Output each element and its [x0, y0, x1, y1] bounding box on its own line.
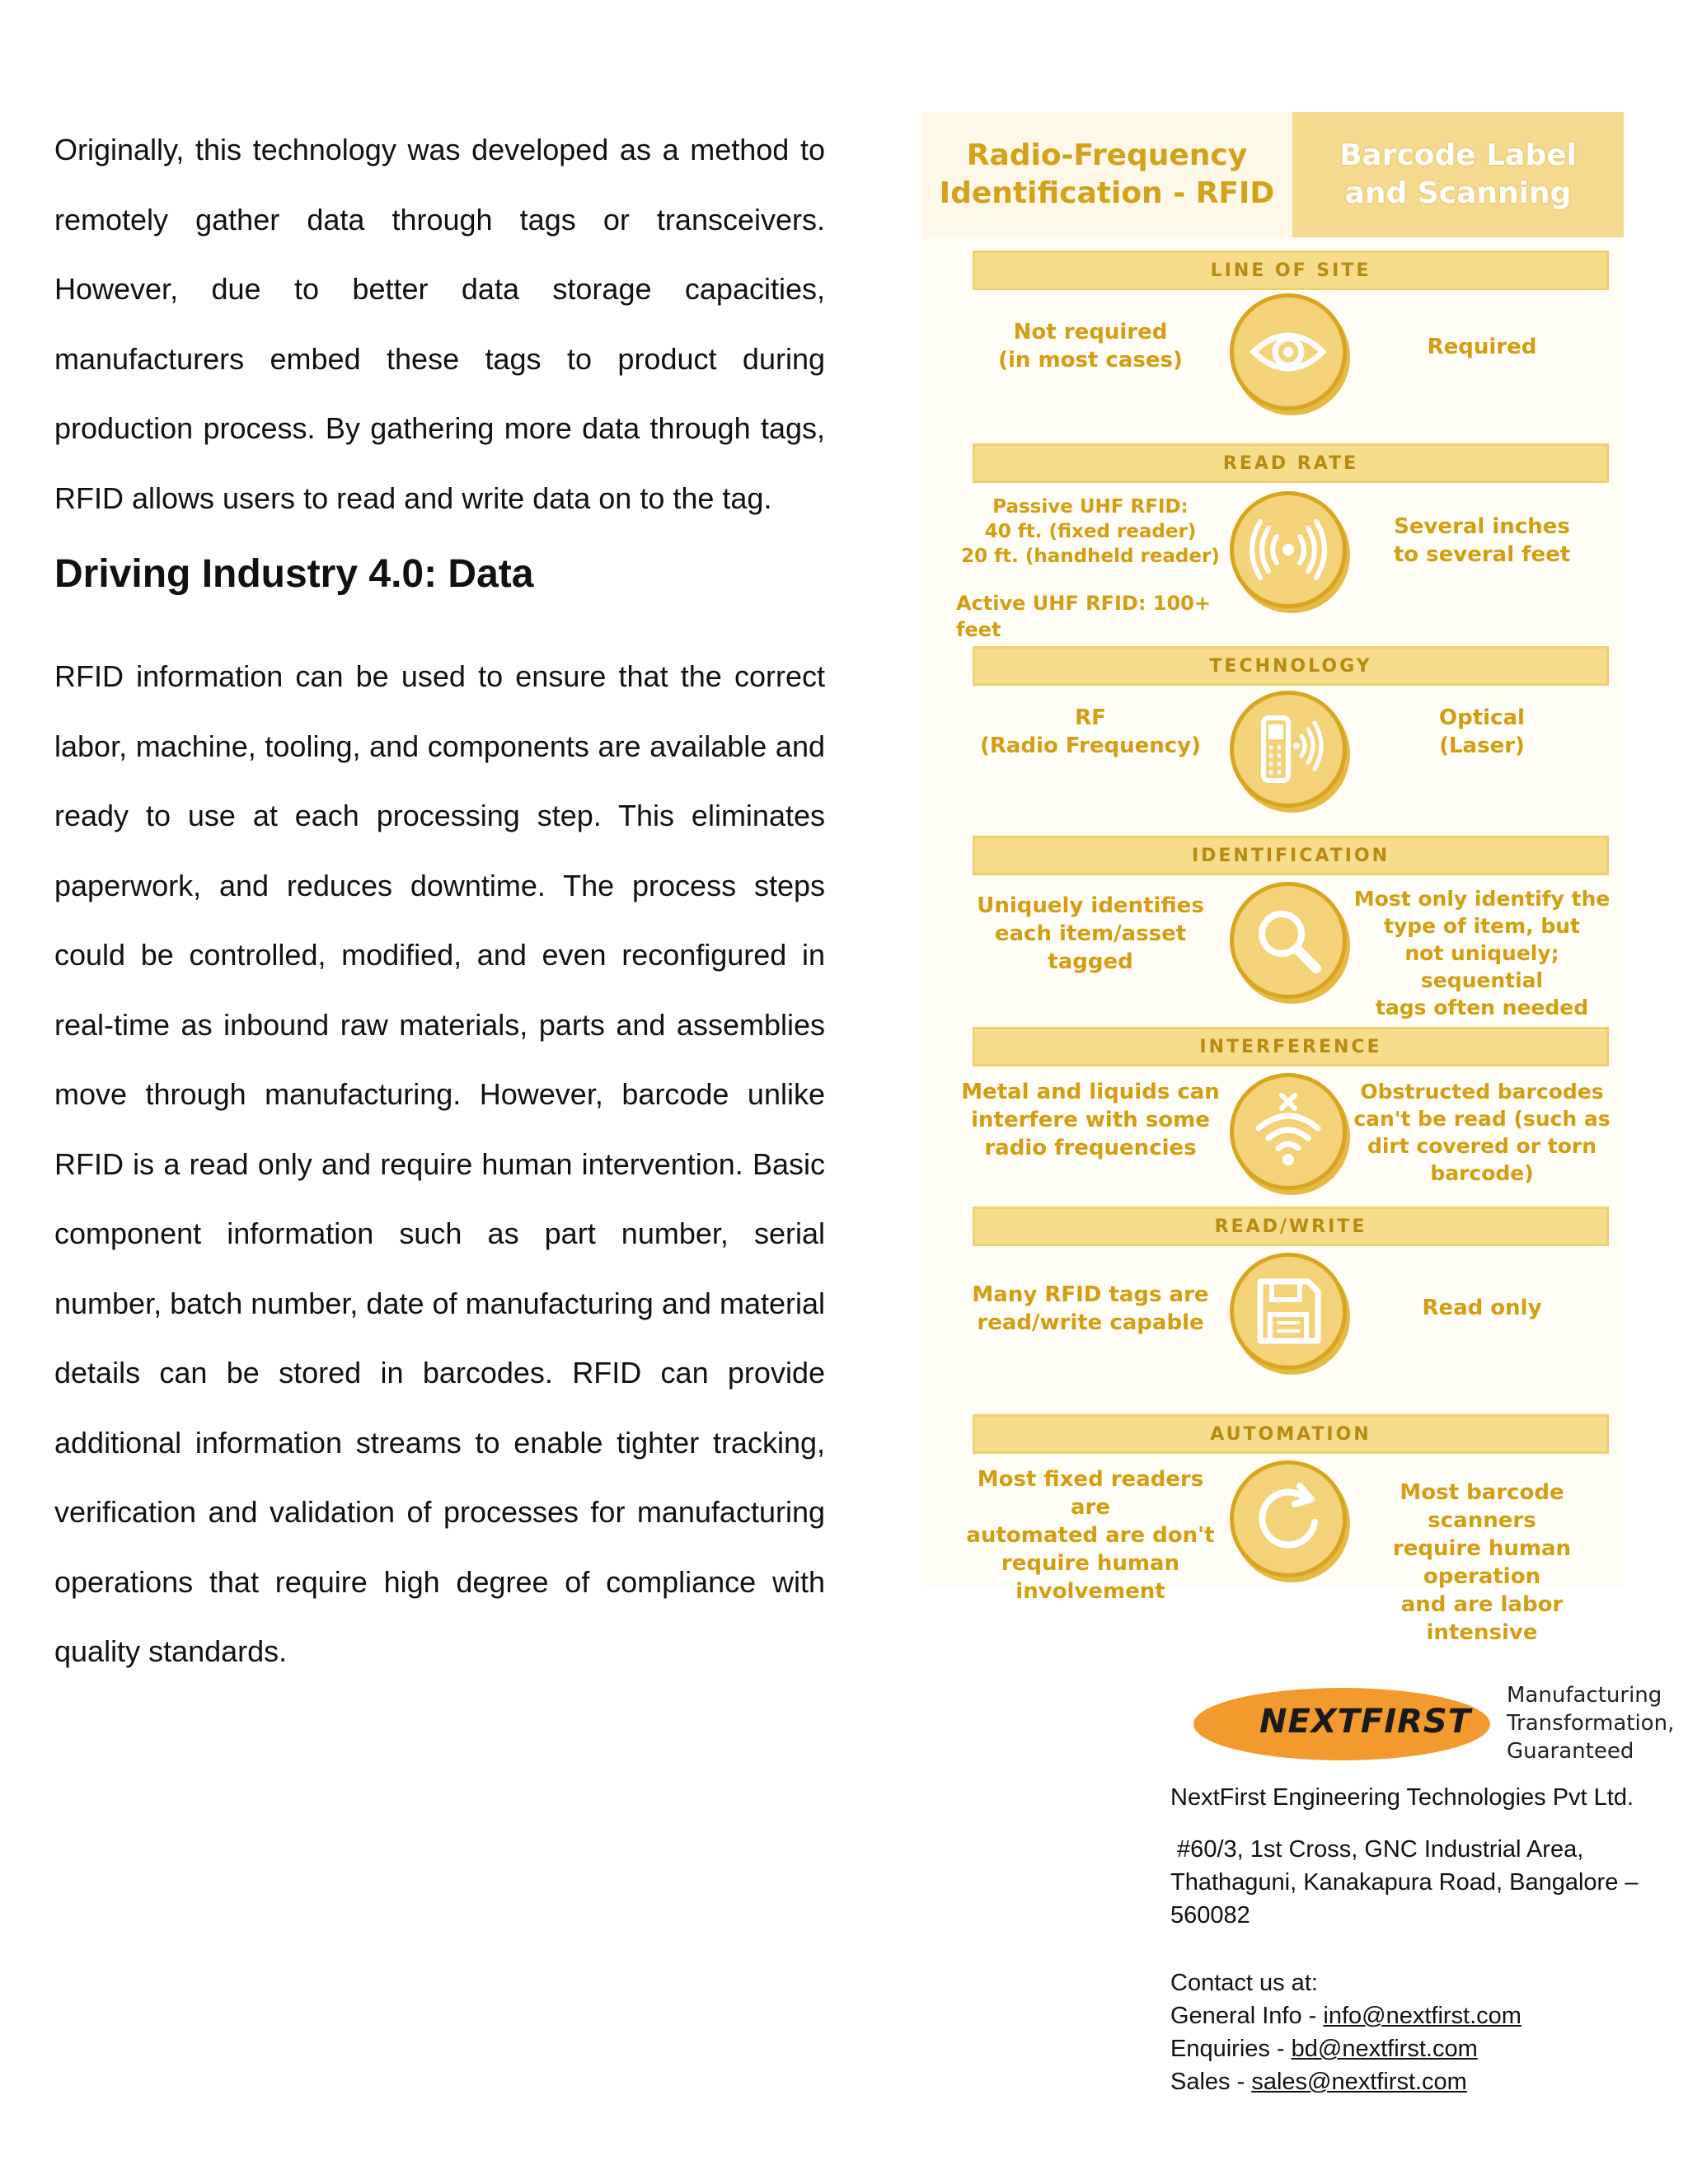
contact-general [1170, 1999, 1665, 2032]
row-title: IDENTIFICATION [973, 836, 1609, 875]
header-barcode [1292, 112, 1624, 237]
barcode-value: Several inches to several feet [1393, 514, 1571, 567]
contact-label: General Info - [1170, 2003, 1324, 2029]
row-title: TECHNOLOGY [973, 646, 1609, 686]
barcode-value: Most barcode scanners require human operation and are labor intensive [1392, 1480, 1572, 1645]
eye-icon [1230, 293, 1347, 410]
sales-email-link[interactable]: sales@nextfirst.com [1251, 2069, 1467, 2095]
floppy-disk-icon [1230, 1253, 1347, 1370]
signal-waves-icon [1230, 491, 1347, 608]
contact-sales [1170, 2065, 1665, 2098]
comparison-row-read-write [921, 1207, 1624, 1380]
rfid-active-value: Active UHF RFID: 100+ feet [956, 592, 1211, 641]
refresh-icon [1230, 1460, 1347, 1577]
nextfirst-logo [1193, 1681, 1675, 1769]
handheld-scanner-icon [1230, 691, 1347, 808]
tagline-line: Transformation, [1507, 1711, 1675, 1736]
address-line: #60/3, 1st Cross, GNC Industrial Area, [1170, 1836, 1584, 1863]
infographic-header [921, 112, 1624, 237]
row-title: INTERFERENCE [973, 1027, 1609, 1066]
logo-tagline [1507, 1681, 1674, 1765]
body-paragraph: RFID information can be used to ensure that the correct labor, machine, tooling, and components are available and ready to use at each processing step. This eliminates paperwork, and reduces downtime. The process steps could be controlled, modified, and even reconfigured in real-time as inbound raw materials, parts and assemblies move through manufacturing. However, barcode unlike RFID is a read only and require human intervention. Basic component information such as part number, serial number, batch number, date of manufacturing and material details can be stored in barcodes. RFID can provide additional information streams to enable tighter tracking, verification and validation of processes for manufacturing operations that require high degree of compliance with quality standards. [54, 659, 825, 1668]
comparison-row-identification [921, 836, 1624, 1019]
article-column [54, 115, 825, 1687]
barcode-value: Obstructed barcodes can't be read (such as dirt covered or torn barcode) [1353, 1080, 1611, 1185]
rfid-value: RF (Radio Frequency) [980, 705, 1201, 758]
row-title: READ/WRITE [973, 1207, 1609, 1246]
barcode-value: Optical (Laser) [1439, 705, 1525, 758]
rfid-value: Passive UHF RFID: 40 ft. (fixed reader) 20 ft. (handheld reader) [961, 496, 1220, 567]
wifi-blocked-icon [1230, 1073, 1347, 1190]
barcode-value: Required [1427, 335, 1537, 359]
contact-heading: Contact us at: [1170, 1970, 1318, 1996]
rfid-value: Uniquely identifies each item/asset tagged [977, 893, 1204, 974]
intro-paragraph: Originally, this technology was developed as a method to remotely gather data through tags or transceivers. However, due to better data storage capacities, manufacturers embed these tags to product during production process. By gathering more data through tags, RFID allows users to read and write data on to the tag. [54, 133, 825, 515]
enquiries-email-link[interactable]: bd@nextfirst.com [1291, 2036, 1478, 2062]
header-rfid [921, 112, 1292, 237]
rfid-vs-barcode-infographic [921, 112, 1624, 1645]
rfid-value: Many RFID tags are read/write capable [972, 1282, 1209, 1335]
row-title: READ RATE [973, 443, 1609, 483]
general-email-link[interactable]: info@nextfirst.com [1323, 2003, 1522, 2029]
address-line: Thathaguni, Kanakapura Road, Bangalore – [1170, 1869, 1639, 1896]
contact-block [1170, 1966, 1665, 2098]
comparison-row-automation [921, 1414, 1624, 1645]
contact-enquiries [1170, 2032, 1665, 2065]
barcode-value: Most only identify the type of item, but not uniquely; sequential tags often needed [1353, 887, 1611, 1019]
company-address [1170, 1833, 1665, 1932]
rfid-value: Not required (in most cases) [998, 320, 1183, 373]
company-info [1170, 1779, 1665, 2098]
row-title: LINE OF SITE [973, 251, 1609, 290]
comparison-row-line-of-site [921, 251, 1624, 424]
row-title: AUTOMATION [973, 1414, 1609, 1454]
comparison-row-technology [921, 646, 1624, 821]
company-name: NextFirst Engineering Technologies Pvt Ltd. [1170, 1784, 1634, 1811]
contact-label: Sales - [1170, 2069, 1252, 2095]
magnifier-icon [1230, 882, 1347, 999]
section-heading: Driving Industry 4.0: Data [54, 552, 534, 596]
comparison-row-interference [921, 1027, 1624, 1204]
rfid-value: Metal and liquids can interfere with some radio frequencies [961, 1080, 1220, 1160]
header-barcode-label: Barcode Label and Scanning [1339, 138, 1578, 210]
contact-label: Enquiries - [1170, 2036, 1292, 2062]
header-rfid-label: Radio-Frequency Identification - RFID [939, 138, 1275, 210]
rfid-value: Most fixed readers are automated are don't require human involvement [966, 1467, 1215, 1604]
logo-wordmark: NEXTFIRST [1259, 1703, 1472, 1741]
tagline-line: Manufacturing [1507, 1683, 1662, 1708]
address-line: 560082 [1170, 1902, 1250, 1929]
tagline-line: Guaranteed [1507, 1739, 1634, 1764]
barcode-value: Read only [1422, 1296, 1542, 1320]
comparison-row-read-rate [921, 443, 1624, 641]
